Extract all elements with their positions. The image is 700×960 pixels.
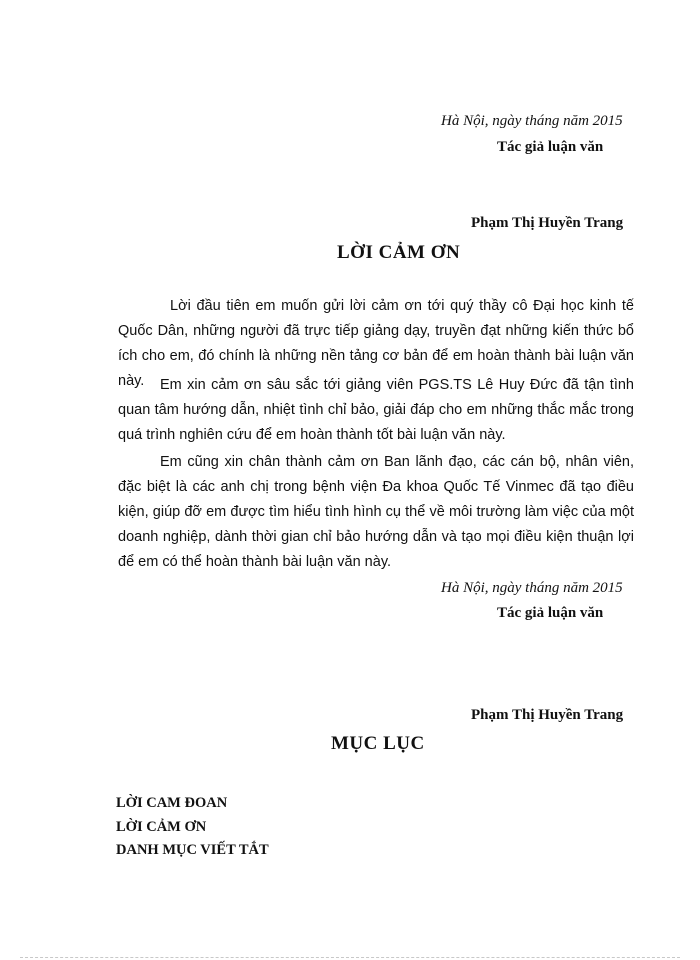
acknowledgement-paragraph-1: Lời đầu tiên em muốn gửi lời cảm ơn tới quý thầy cô Đại học kinh tế Quốc Dân, những người đã trực tiếp giảng dạy, truyền đạt những kiến thức bổ ích cho em, đó chính là những nền tảng cơ bản để em hoàn thành bài luận văn này. (118, 298, 634, 389)
acknowledgement-paragraph-3: Em cũng xin chân thành cảm ơn Ban lãnh đạo, các cán bộ, nhân viên, đặc biệt là các anh chị trong bệnh viện Đa khoa Quốc Tế Vinmec đã tạo điều kiện, giúp đỡ em được tìm hiểu tình hình cụ thể về môi trường làm việc của một doanh nghiệp, dành thời gian chỉ bảo hướng dẫn và tạo mọi điều kiện thuận lợi để em có thể hoàn thành bài luận văn này. (118, 454, 634, 570)
acknowledgement-paragraph-2: Em xin cảm ơn sâu sắc tới giảng viên PGS.TS Lê Huy Đức đã tận tình quan tâm hướng dẫn, nhiệt tình chỉ bảo, giải đáp cho em những thắc mắc trong quá trình nghiên cứu để em hoàn thành tốt bài luận văn này. (118, 377, 634, 443)
signature-role: Tác giả luận văn (497, 605, 604, 621)
toc-item-loi-cam-doan[interactable]: LỜI CAM ĐOAN (116, 795, 228, 811)
signature-date: Hà Nội, ngày tháng năm 2015 (441, 113, 623, 129)
toc-title: MỤC LỤC (331, 733, 425, 754)
toc-item-danh-muc-viet-tat[interactable]: DANH MỤC VIẾT TẮT (116, 842, 269, 858)
page-bottom-divider (20, 957, 680, 958)
toc-item-loi-cam-on[interactable]: LỜI CẢM ƠN (116, 819, 207, 835)
signature-role: Tác giả luận văn (497, 139, 604, 155)
acknowledgement-title: LỜI CẢM ƠN (337, 242, 461, 263)
signature-name: Phạm Thị Huyền Trang (471, 707, 624, 723)
signature-date: Hà Nội, ngày tháng năm 2015 (441, 580, 623, 596)
signature-name: Phạm Thị Huyền Trang (471, 215, 624, 231)
